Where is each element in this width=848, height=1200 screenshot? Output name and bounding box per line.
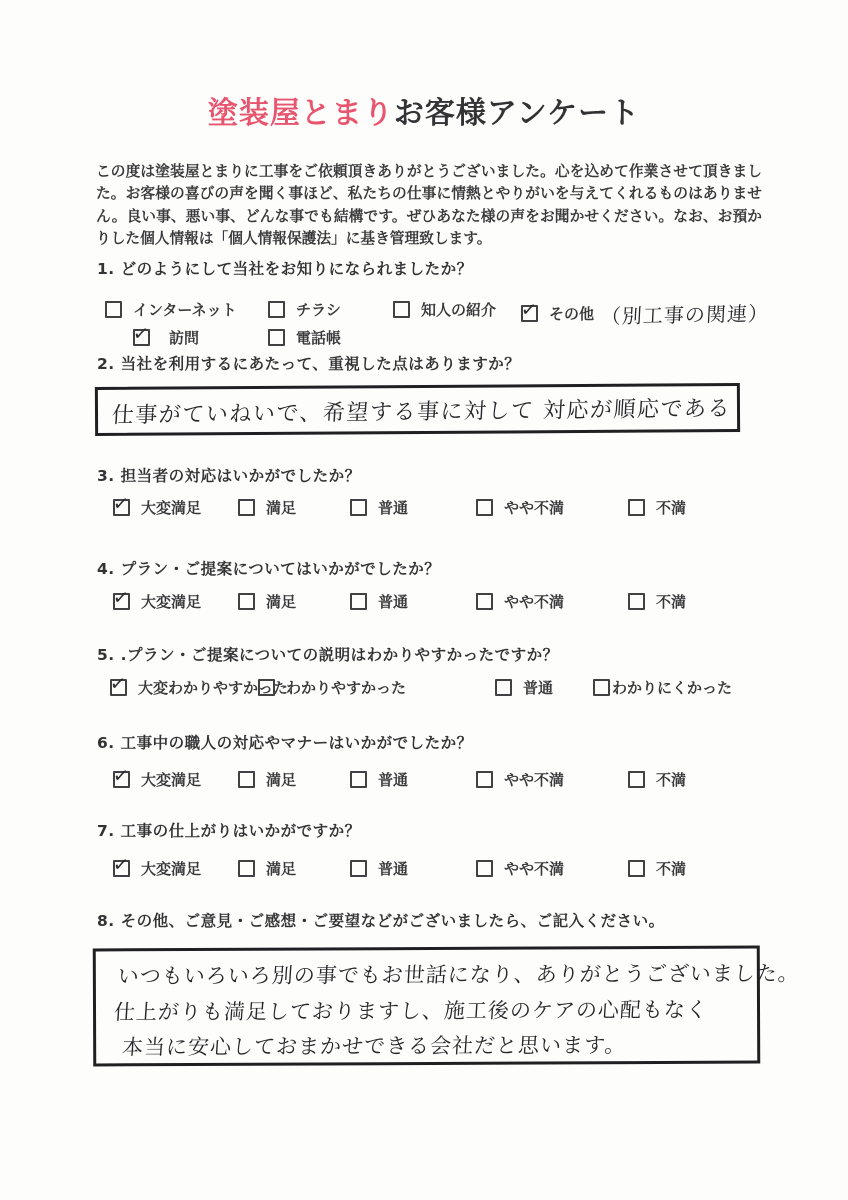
q5-option-neutral xyxy=(495,677,553,698)
q1-option-referral-label: 知人の紹介 xyxy=(421,301,497,319)
checkbox-q3-satisfied xyxy=(238,499,255,516)
q4-option-somewhat-dissatisfied xyxy=(476,591,564,612)
page-title xyxy=(0,88,848,132)
checkbox-q3-somewhat-dissatisfied xyxy=(476,499,493,516)
q4-option-satisfied-label: 満足 xyxy=(266,593,297,611)
checkbox-q7-satisfied xyxy=(238,860,255,877)
checkbox-q4-dissatisfied xyxy=(628,593,645,610)
checkbox-q5-neutral xyxy=(495,679,512,696)
q5-option-hard xyxy=(593,677,732,698)
q7-option-somewhat-dissatisfied xyxy=(476,858,564,879)
checkbox-q3-dissatisfied xyxy=(628,499,645,516)
q6-option-dissatisfied xyxy=(628,769,686,790)
question-1-options-row-1 xyxy=(0,299,848,329)
q1-option-visit-label: 訪問 xyxy=(169,329,200,347)
q7-option-satisfied-label: 満足 xyxy=(266,860,297,878)
q6-option-somewhat-dissatisfied xyxy=(476,769,564,790)
q7-option-satisfied xyxy=(238,858,296,879)
q4-option-very-satisfied xyxy=(113,591,201,612)
question-1-options-row-2 xyxy=(0,327,848,349)
q4-option-dissatisfied-label: 不満 xyxy=(656,593,687,611)
checkbox-q5-very-easy xyxy=(110,679,127,696)
q2-handwritten-answer-box xyxy=(95,383,740,436)
q1-other-handwritten-note: （別工事の関連） xyxy=(600,301,770,329)
checkbox-other xyxy=(521,305,538,322)
q4-option-satisfied xyxy=(238,591,296,612)
q6-option-neutral-label: 普通 xyxy=(378,771,409,789)
q7-option-very-satisfied-label: 大変満足 xyxy=(141,860,202,878)
question-6-heading: 6. 工事中の職人の対応やマナーはいかがでしたか？ xyxy=(97,734,473,752)
q7-option-neutral xyxy=(350,858,408,879)
checkbox-q6-very-satisfied xyxy=(113,771,130,788)
q5-option-hard-label: わかりにくかった xyxy=(612,679,733,697)
q7-option-dissatisfied-label: 不満 xyxy=(656,860,687,878)
checkbox-q4-somewhat-dissatisfied xyxy=(476,593,493,610)
question-5-options-row xyxy=(0,677,848,699)
q8-handwritten-answer-box xyxy=(93,946,801,1067)
q4-option-neutral-label: 普通 xyxy=(378,593,409,611)
checkbox-referral xyxy=(393,301,410,318)
checkbox-q7-somewhat-dissatisfied xyxy=(476,860,493,877)
q1-option-referral xyxy=(393,299,496,320)
question-7-heading: 7. 工事の仕上がりはいかがですか？ xyxy=(97,822,361,840)
checkbox-q6-satisfied xyxy=(238,771,255,788)
q6-option-satisfied xyxy=(238,769,296,790)
checkbox-q7-very-satisfied xyxy=(113,860,130,877)
question-4-options-row xyxy=(0,591,848,613)
checkbox-q6-somewhat-dissatisfied xyxy=(476,771,493,788)
q7-option-very-satisfied xyxy=(113,858,201,879)
q3-option-satisfied-label: 満足 xyxy=(266,499,297,517)
checkbox-q7-neutral xyxy=(350,860,367,877)
q3-option-somewhat-dissatisfied xyxy=(476,497,564,518)
q1-option-other-label: その他 xyxy=(549,305,595,323)
question-1-heading: 1. どのようにして当社をお知りになられましたか？ xyxy=(97,260,473,278)
q7-option-neutral-label: 普通 xyxy=(378,860,409,878)
q4-option-somewhat-dissatisfied-label: やや不満 xyxy=(504,593,565,611)
checkbox-internet xyxy=(105,301,122,318)
q3-option-satisfied xyxy=(238,497,296,518)
q1-option-phonebook-label: 電話帳 xyxy=(296,329,342,347)
q1-option-phonebook xyxy=(268,327,341,348)
q5-option-very-easy-label: 大変わかりやすかった xyxy=(138,679,289,697)
q3-option-dissatisfied-label: 不満 xyxy=(656,499,687,517)
q5-option-easy-label: わかりやすかった xyxy=(286,679,407,697)
q3-option-very-satisfied-label: 大変満足 xyxy=(141,499,202,517)
q5-option-easy xyxy=(258,677,406,698)
checkbox-q7-dissatisfied xyxy=(628,860,645,877)
q6-option-very-satisfied-label: 大変満足 xyxy=(141,771,202,789)
q3-option-somewhat-dissatisfied-label: やや不満 xyxy=(504,499,565,517)
question-2-heading: 2. 当社を利用するにあたって、重視した点はありますか？ xyxy=(97,355,521,373)
checkbox-q6-dissatisfied xyxy=(628,771,645,788)
question-8-heading: 8. その他、ご意見・ご感想・ご要望などがございましたら、ご記入ください。 xyxy=(97,912,665,930)
checkbox-q5-hard xyxy=(593,679,610,696)
q7-option-dissatisfied xyxy=(628,858,686,879)
q8-handwritten-line-3: 本当に安心しておまかせできる会社だと思います。 xyxy=(121,1033,628,1060)
q7-option-somewhat-dissatisfied-label: やや不満 xyxy=(504,860,565,878)
question-3-heading: 3. 担当者の対応はいかがでしたか？ xyxy=(97,467,361,485)
q2-handwritten-answer: 仕事がていねいで、希望する事に対して 対応が順応である xyxy=(111,396,732,429)
q1-option-flyer-label: チラシ xyxy=(296,301,342,319)
question-7-options-row xyxy=(0,858,848,880)
q4-option-very-satisfied-label: 大変満足 xyxy=(141,593,202,611)
brand-name: 塗装屋とまり xyxy=(207,96,394,131)
q6-option-dissatisfied-label: 不満 xyxy=(656,771,687,789)
q1-option-visit xyxy=(133,327,199,348)
q6-option-very-satisfied xyxy=(113,769,201,790)
checkbox-q4-satisfied xyxy=(238,593,255,610)
q3-option-dissatisfied xyxy=(628,497,686,518)
checkbox-flyer xyxy=(268,301,285,318)
q1-option-flyer xyxy=(268,299,341,320)
checkbox-visit xyxy=(133,329,150,346)
question-5-heading: 5. .プラン・ご提案についての説明はわかりやすかったですか？ xyxy=(97,646,559,664)
q6-option-neutral xyxy=(350,769,408,790)
q3-option-neutral-label: 普通 xyxy=(378,499,409,517)
q1-option-internet-label: インターネット xyxy=(133,301,237,319)
q4-option-dissatisfied xyxy=(628,591,686,612)
checkbox-q6-neutral xyxy=(350,771,367,788)
q6-option-satisfied-label: 満足 xyxy=(266,771,297,789)
q8-handwritten-line-2: 仕上がりも満足しておりますし、施工後のケアの心配もなく xyxy=(113,997,709,1025)
q1-option-internet xyxy=(105,299,237,320)
checkbox-q4-neutral xyxy=(350,593,367,610)
q8-handwritten-line-1: いつもいろいろ別の事でもお世話になり、ありがとうございました。 xyxy=(117,961,801,989)
question-6-options-row xyxy=(0,769,848,791)
checkbox-phonebook xyxy=(268,329,285,346)
checkbox-q3-very-satisfied xyxy=(113,499,130,516)
q3-option-neutral xyxy=(350,497,408,518)
q4-option-neutral xyxy=(350,591,408,612)
title-rest: お客様アンケート xyxy=(393,96,641,131)
question-3-options-row xyxy=(0,497,848,519)
q5-option-neutral-label: 普通 xyxy=(523,679,554,697)
checkbox-q3-neutral xyxy=(350,499,367,516)
question-4-heading: 4. プラン・ご提案についてはいかがでしたか？ xyxy=(97,560,441,578)
checkbox-q4-very-satisfied xyxy=(113,593,130,610)
intro-paragraph: この度は塗装屋とまりに工事をご依頼頂きありがとうございました。心を込めて作業させて頂きました。お客様の喜びの声を聞く事ほど、私たちの仕事に情熱とやりがいを与えてくれるものはありません。良い事、悪い事、どんな事でも結構です。ぜひあなた様の声をお聞かせください。なお、お預かりした個人情報は「個人情報保護法」に基き管理致します。 xyxy=(96,163,762,248)
checkbox-q5-easy xyxy=(258,679,275,696)
q1-option-other xyxy=(521,299,769,328)
q3-option-very-satisfied xyxy=(113,497,201,518)
q6-option-somewhat-dissatisfied-label: やや不満 xyxy=(504,771,565,789)
